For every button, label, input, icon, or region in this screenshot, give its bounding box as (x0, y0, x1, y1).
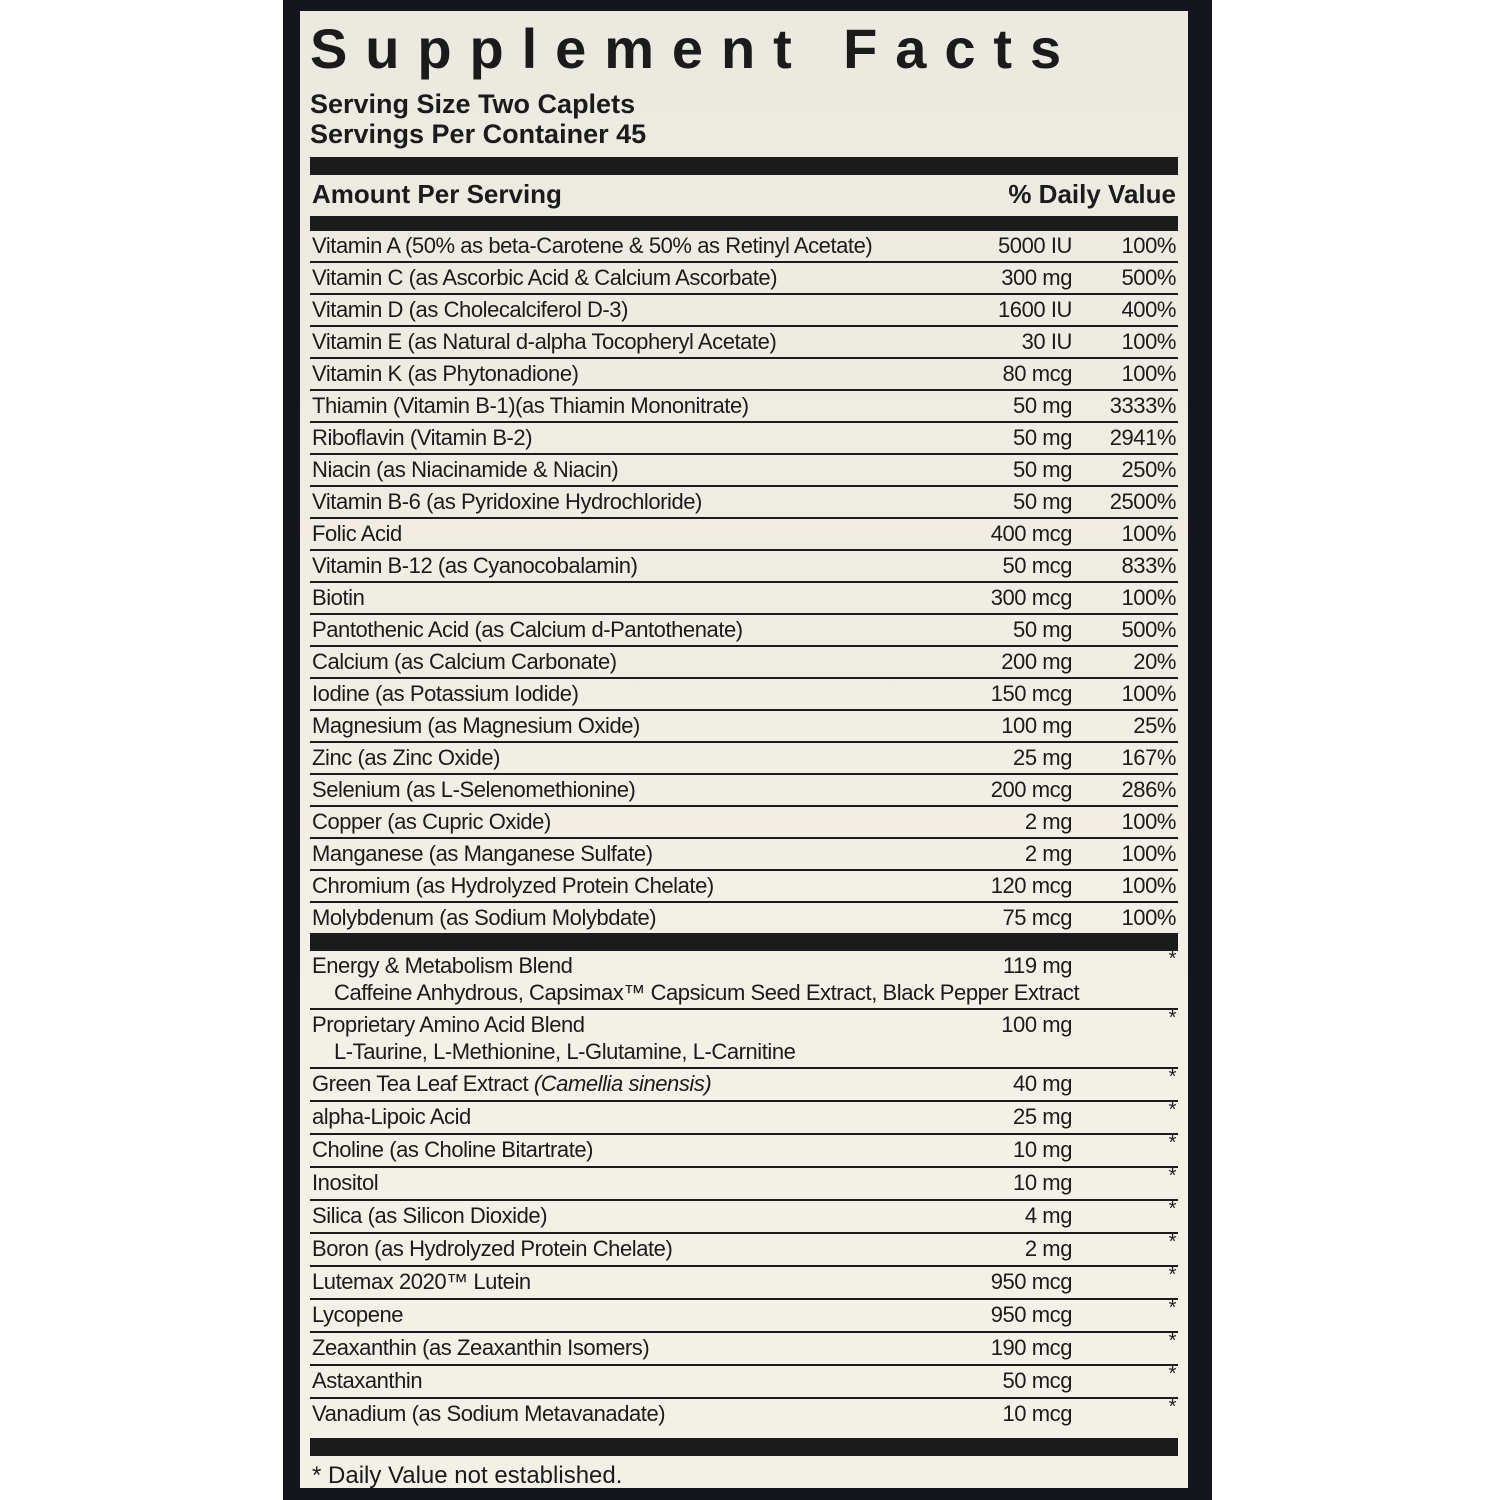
blend-ingredients: Caffeine Anhydrous, Capsimax™ Capsicum Seed Extract, Black Pepper Extract (334, 980, 1080, 1005)
amount-cell: 950 mcg (990, 1302, 1072, 1327)
ingredient-name: Biotin (312, 585, 365, 610)
ingredient-name: Copper (as Cupric Oxide) (312, 809, 551, 834)
ingredient-name: Astaxanthin (312, 1368, 423, 1393)
ingredient-name: Silica (as Silicon Dioxide) (312, 1203, 548, 1228)
asterisk: * (1168, 1264, 1176, 1286)
table-row (310, 807, 1178, 839)
row-line (312, 297, 1176, 323)
row-line (312, 521, 1176, 547)
row-line (312, 948, 1176, 980)
amount-cell: 25 mg (1013, 1104, 1072, 1129)
ingredient-name: Manganese (as Manganese Sulfate) (312, 841, 653, 866)
row-line (312, 1363, 1176, 1395)
facts-title: Supplement Facts (310, 17, 1080, 80)
daily-value-cell: 2500% (1109, 489, 1176, 514)
ingredient-name: Vitamin A (50% as beta-Carotene & 50% as Retinyl Acetate) (312, 233, 873, 258)
amount-cell: 50 mg (1013, 489, 1072, 514)
table-row (310, 551, 1178, 583)
row-line (312, 265, 1176, 291)
amount-cell: 80 mcg (1002, 361, 1072, 386)
daily-value-cell: 100% (1121, 585, 1176, 610)
serving-size-line: Serving Size Two Caplets (310, 89, 636, 119)
divider-bar (310, 933, 1178, 951)
daily-value-cell: 500% (1121, 265, 1176, 290)
amount-cell: 50 mg (1013, 617, 1072, 642)
ingredient-name: Green Tea Leaf Extract (Camellia sinensis) (312, 1071, 712, 1096)
asterisk: * (1168, 1132, 1176, 1154)
row-line (312, 745, 1176, 771)
daily-value-header: % Daily Value (1008, 179, 1176, 209)
table-row (310, 711, 1178, 743)
amount-cell: 10 mg (1013, 1137, 1072, 1162)
ingredient-name: Boron (as Hydrolyzed Protein Chelate) (312, 1236, 673, 1261)
table-row (310, 679, 1178, 711)
table-row (310, 1099, 1178, 1135)
table-row (310, 1330, 1178, 1366)
row-line (312, 1099, 1176, 1131)
amount-cell: 200 mg (1001, 649, 1072, 674)
daily-value-cell: 100% (1121, 521, 1176, 546)
ingredient-name: Vitamin C (as Ascorbic Acid & Calcium Ascorbate) (312, 265, 778, 290)
daily-value-cell: 250% (1121, 457, 1176, 482)
table-row (310, 1297, 1178, 1333)
table-row (310, 1396, 1178, 1430)
amount-cell: 50 mg (1013, 393, 1072, 418)
asterisk: * (1168, 1231, 1176, 1253)
table-row (310, 263, 1178, 295)
row-line (312, 1165, 1176, 1197)
ingredient-name: alpha-Lipoic Acid (312, 1104, 471, 1129)
blend-ingredients: L-Taurine, L-Methionine, L-Glutamine, L-Carnitine (334, 1039, 796, 1064)
table-row (310, 871, 1178, 903)
row-line (312, 649, 1176, 675)
table-row (310, 359, 1178, 391)
daily-value-cell (1072, 1297, 1176, 1329)
ingredient-name: Inositol (312, 1170, 379, 1195)
ingredient-name: Molybdenum (as Sodium Molybdate) (312, 905, 657, 930)
row-line (312, 1007, 1176, 1039)
daily-value-cell: 100% (1121, 329, 1176, 354)
amount-cell: 50 mcg (1002, 553, 1072, 578)
amount-cell: 200 mcg (990, 777, 1072, 802)
table-row (310, 1132, 1178, 1168)
row-line (312, 841, 1176, 867)
ingredient-name: Energy & Metabolism Blend (312, 953, 573, 978)
daily-value-cell: 100% (1121, 809, 1176, 834)
ingredient-name: Selenium (as L-Selenomethionine) (312, 777, 636, 802)
daily-value-cell: 25% (1133, 713, 1176, 738)
daily-value-cell: 20% (1133, 649, 1176, 674)
row-line (312, 233, 1176, 259)
table-row (310, 1165, 1178, 1201)
row-line (312, 1198, 1176, 1230)
row-line (312, 1330, 1176, 1362)
ingredient-name: Vitamin B-6 (as Pyridoxine Hydrochloride) (312, 489, 702, 514)
amount-cell: 100 mg (1001, 1012, 1072, 1037)
row-line (312, 361, 1176, 387)
row-line (312, 873, 1176, 899)
table-row (310, 1264, 1178, 1300)
asterisk: * (1168, 1165, 1176, 1187)
daily-value-cell (1072, 1363, 1176, 1395)
row-line (312, 905, 1176, 931)
amount-cell: 2 mg (1024, 1236, 1072, 1261)
asterisk: * (1168, 1396, 1176, 1418)
table-row (310, 903, 1178, 933)
row-line (312, 1132, 1176, 1164)
ingredient-name: Pantothenic Acid (as Calcium d-Pantothenate) (312, 617, 743, 642)
ingredient-name: Calcium (as Calcium Carbonate) (312, 649, 617, 674)
product-photo-frame (283, 0, 1212, 1500)
table-row (310, 455, 1178, 487)
asterisk: * (1168, 1066, 1176, 1088)
row-line (312, 1396, 1176, 1428)
daily-value-cell: 286% (1121, 777, 1176, 802)
daily-value-cell: 833% (1121, 553, 1176, 578)
supplement-facts-panel (300, 11, 1188, 1488)
table-row (310, 1231, 1178, 1267)
daily-value-cell: 100% (1121, 681, 1176, 706)
amount-cell: 40 mg (1013, 1071, 1072, 1096)
daily-value-cell (1072, 1198, 1176, 1230)
ingredient-name: Lycopene (312, 1302, 404, 1327)
daily-value-cell (1072, 1066, 1176, 1098)
ingredient-name: Zinc (as Zinc Oxide) (312, 745, 501, 770)
table-row (310, 487, 1178, 519)
ingredient-name: Zeaxanthin (as Zeaxanthin Isomers) (312, 1335, 650, 1360)
table-row (310, 1198, 1178, 1234)
row-line (312, 329, 1176, 355)
amount-cell: 120 mcg (990, 873, 1072, 898)
amount-cell: 30 IU (1021, 329, 1072, 354)
daily-value-cell: 500% (1121, 617, 1176, 642)
row-line (312, 1297, 1176, 1329)
ingredient-name: Vitamin B-12 (as Cyanocobalamin) (312, 553, 638, 578)
row-line (312, 489, 1176, 515)
amount-cell: 10 mcg (1002, 1401, 1072, 1426)
table-row (310, 1066, 1178, 1102)
daily-value-cell: 100% (1121, 233, 1176, 258)
daily-value-cell: 3333% (1109, 393, 1176, 418)
asterisk: * (1168, 1297, 1176, 1319)
amount-cell: 119 mg (1002, 953, 1072, 978)
footnote: * Daily Value not established. (312, 1462, 623, 1488)
column-header-row (310, 175, 1178, 216)
amount-cell: 50 mg (1013, 425, 1072, 450)
asterisk: * (1168, 1330, 1176, 1352)
divider-bar (310, 216, 1178, 231)
table-row (310, 839, 1178, 871)
amount-cell: 400 mcg (990, 521, 1072, 546)
table-row (310, 1007, 1178, 1069)
row-line (312, 457, 1176, 483)
ingredient-name: Folic Acid (312, 521, 402, 546)
table-row (310, 295, 1178, 327)
ingredient-name: Choline (as Choline Bitartrate) (312, 1137, 594, 1162)
ingredient-name: Vanadium (as Sodium Metavanadate) (312, 1401, 666, 1426)
daily-value-cell (1072, 1099, 1176, 1131)
table-row (310, 647, 1178, 679)
amount-cell: 75 mcg (1002, 905, 1072, 930)
daily-value-cell (1072, 1330, 1176, 1362)
daily-value-cell (1072, 1264, 1176, 1296)
ingredient-name: Thiamin (Vitamin B-1)(as Thiamin Mononitrate) (312, 393, 749, 418)
asterisk: * (1168, 1363, 1176, 1385)
daily-value-cell: 100% (1121, 361, 1176, 386)
amount-cell: 50 mg (1013, 457, 1072, 482)
daily-value-cell: 100% (1121, 905, 1176, 930)
ingredient-name: Iodine (as Potassium Iodide) (312, 681, 579, 706)
table-row (310, 423, 1178, 455)
ingredient-name: Vitamin K (as Phytonadione) (312, 361, 579, 386)
divider-bar (310, 157, 1178, 175)
row-line (312, 681, 1176, 707)
main-rows (310, 231, 1178, 933)
table-row (310, 775, 1178, 807)
row-line (312, 1264, 1176, 1296)
amount-cell: 950 mcg (990, 1269, 1072, 1294)
row-line (312, 585, 1176, 611)
table-row (310, 615, 1178, 647)
daily-value-cell (1072, 1165, 1176, 1197)
amount-cell: 4 mg (1024, 1203, 1072, 1228)
row-line (312, 809, 1176, 835)
ingredient-name: Vitamin D (as Cholecalciferol D-3) (312, 297, 628, 322)
daily-value-cell: 167% (1121, 745, 1176, 770)
row-line (312, 1231, 1176, 1263)
daily-value-cell: 100% (1121, 873, 1176, 898)
amount-cell: 300 mg (1001, 265, 1072, 290)
ingredient-name: Proprietary Amino Acid Blend (312, 1012, 585, 1037)
amount-per-serving-header: Amount Per Serving (312, 179, 562, 209)
asterisk: * (1168, 1007, 1176, 1029)
amount-cell: 25 mg (1013, 745, 1072, 770)
daily-value-cell (1072, 1007, 1176, 1039)
daily-value-cell (1072, 948, 1176, 980)
table-row (310, 327, 1178, 359)
amount-cell: 100 mg (1001, 713, 1072, 738)
ingredient-name: Riboflavin (Vitamin B-2) (312, 425, 533, 450)
row-line (312, 393, 1176, 419)
starred-rows (310, 948, 1178, 1430)
ingredient-name: Chromium (as Hydrolyzed Protein Chelate) (312, 873, 714, 898)
ingredient-name: Vitamin E (as Natural d-alpha Tocopheryl Acetate) (312, 329, 777, 354)
asterisk: * (1168, 1099, 1176, 1121)
divider-bar (310, 1438, 1178, 1456)
daily-value-cell: 2941% (1109, 425, 1176, 450)
table-row (310, 391, 1178, 423)
amount-cell: 2 mg (1024, 841, 1072, 866)
ingredient-name: Lutemax 2020™ Lutein (312, 1269, 531, 1294)
table-row (310, 948, 1178, 1010)
table-row (310, 231, 1178, 263)
daily-value-cell (1072, 1132, 1176, 1164)
servings-per-container-line: Servings Per Container 45 (310, 119, 647, 149)
amount-cell: 190 mcg (990, 1335, 1072, 1360)
amount-cell: 10 mg (1013, 1170, 1072, 1195)
table-row (310, 519, 1178, 551)
row-line (312, 1066, 1176, 1098)
daily-value-cell: 100% (1121, 841, 1176, 866)
row-line (312, 713, 1176, 739)
asterisk: * (1168, 1198, 1176, 1220)
amount-cell: 50 mcg (1002, 1368, 1072, 1393)
ingredient-name-latin: (Camellia sinensis) (528, 1071, 712, 1096)
amount-cell: 2 mg (1024, 809, 1072, 834)
amount-cell: 300 mcg (990, 585, 1072, 610)
asterisk: * (1168, 948, 1176, 970)
table-row (310, 1363, 1178, 1399)
row-line (312, 425, 1176, 451)
amount-cell: 150 mcg (990, 681, 1072, 706)
table-row (310, 583, 1178, 615)
row-line (312, 777, 1176, 803)
table-row (310, 743, 1178, 775)
daily-value-cell (1072, 1396, 1176, 1428)
ingredient-name: Magnesium (as Magnesium Oxide) (312, 713, 640, 738)
daily-value-cell (1072, 1231, 1176, 1263)
amount-cell: 1600 IU (998, 297, 1072, 322)
row-line (312, 617, 1176, 643)
amount-cell: 5000 IU (998, 233, 1072, 258)
ingredient-name: Niacin (as Niacinamide & Niacin) (312, 457, 619, 482)
daily-value-cell: 400% (1121, 297, 1176, 322)
row-line (312, 553, 1176, 579)
